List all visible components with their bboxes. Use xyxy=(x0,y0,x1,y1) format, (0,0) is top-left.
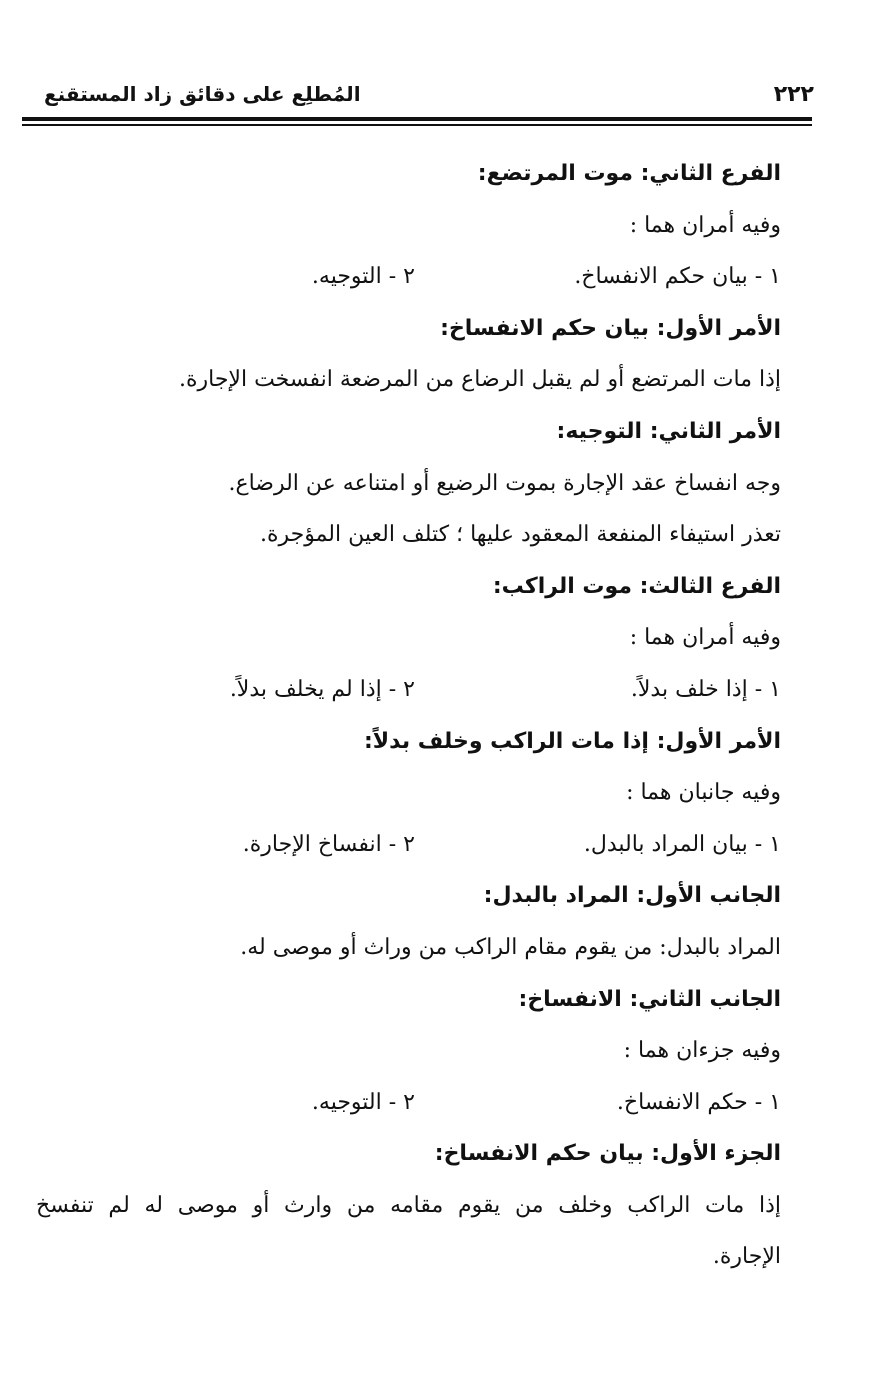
list-item: ٢ - إذا لم يخلف بدلاً. xyxy=(229,676,415,702)
paragraph: وفيه جانبان هما : xyxy=(626,780,781,806)
enumerated-list xyxy=(36,1077,781,1129)
subsection-heading: الأمر الثاني: التوجيه: xyxy=(556,418,781,444)
subsection-heading: الأمر الأول: إذا مات الراكب وخلف بدلاً: xyxy=(363,728,781,754)
section-heading: الفرع الثالث: موت الراكب: xyxy=(492,573,781,599)
list-item: ٢ - التوجيه. xyxy=(311,1089,415,1115)
list-item: ١ - بيان حكم الانفساخ. xyxy=(574,264,781,290)
section-heading: الفرع الثاني: موت المرتضع: xyxy=(477,161,781,186)
list-item: ٢ - انفساخ الإجارة. xyxy=(242,831,415,857)
paragraph: وفيه أمران هما : xyxy=(629,212,781,238)
enumerated-list xyxy=(36,251,781,303)
paragraph: إذا مات المرتضع أو لم يقبل الرضاع من المرضعة انفسخت الإجارة. xyxy=(178,367,781,393)
paragraph: إذا مات الراكب وخلف من يقوم مقامه من وارث أو موصى له لم تنفسخ xyxy=(36,1192,781,1218)
paragraph: المراد بالبدل: من يقوم مقام الراكب من وراث أو موصى له. xyxy=(240,934,781,960)
subsection-heading: الأمر الأول: بيان حكم الانفساخ: xyxy=(440,315,781,341)
enumerated-list xyxy=(36,819,781,871)
paragraph-continuation: الإجارة. xyxy=(712,1244,781,1270)
page-header xyxy=(44,76,814,112)
list-item: ١ - إذا خلف بدلاً. xyxy=(630,676,781,702)
subsection-heading: الجانب الأول: المراد بالبدل: xyxy=(483,883,781,909)
header-rule-thick xyxy=(22,117,812,121)
list-item: ٢ - التوجيه. xyxy=(311,264,415,290)
paragraph: وجه انفساخ عقد الإجارة بموت الرضيع أو امتناعه عن الرضاع. xyxy=(228,470,781,496)
header-rule-thin xyxy=(22,124,812,126)
page-body xyxy=(36,148,781,1283)
enumerated-list xyxy=(36,664,781,716)
paragraph: وفيه جزءان هما : xyxy=(623,1038,781,1064)
page-number: ٢٢٢ xyxy=(773,81,814,107)
running-title: المُطلِع على دقائق زاد المستقنع xyxy=(44,82,361,106)
list-item: ١ - حكم الانفساخ. xyxy=(616,1089,781,1115)
subsection-heading: الجانب الثاني: الانفساخ: xyxy=(518,986,781,1012)
subsection-heading: الجزء الأول: بيان حكم الانفساخ: xyxy=(434,1141,781,1167)
paragraph: وفيه أمران هما : xyxy=(629,625,781,651)
paragraph: تعذر استيفاء المنفعة المعقود عليها ؛ كتلف العين المؤجرة. xyxy=(259,522,781,548)
list-item: ١ - بيان المراد بالبدل. xyxy=(583,831,781,857)
